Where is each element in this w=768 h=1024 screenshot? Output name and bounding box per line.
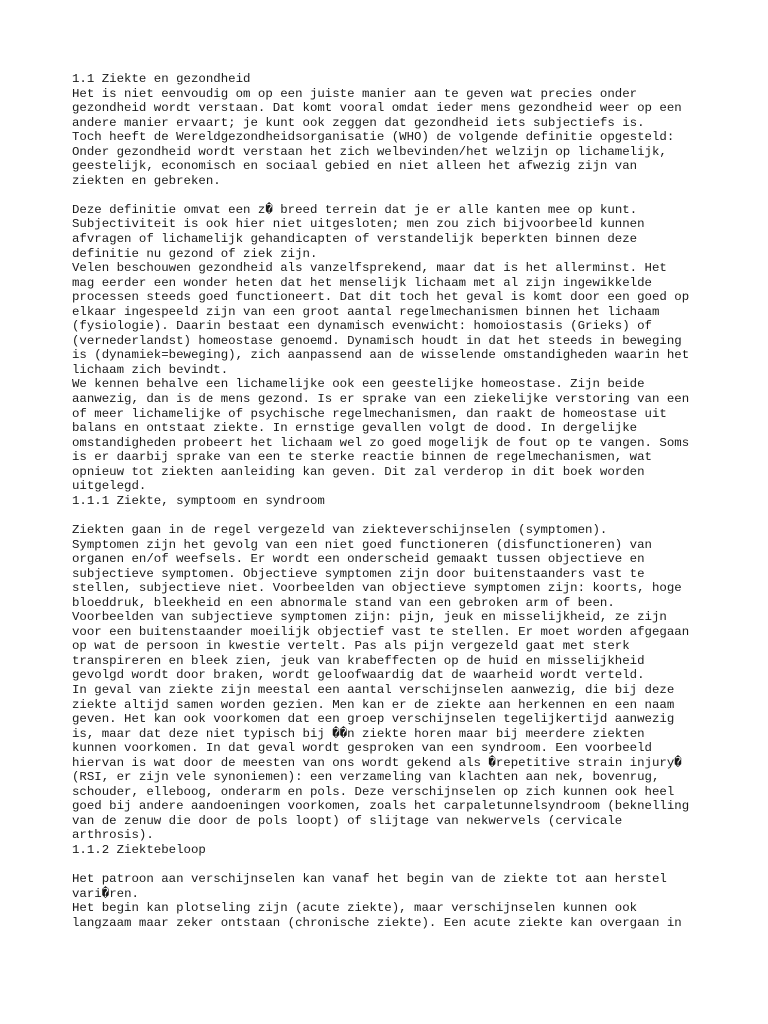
text-line: geestelijk, economisch en sociaal gebied en niet alleen het afwezig zijn van [72,159,638,174]
text-line: is er daarbij sprake van een te sterke reactie binnen de regelmechanismen, wat [72,450,652,465]
text-line: ziekte altijd samen worden gezien. Men kan er de ziekte aan herkennen en een naam [72,697,675,712]
text-line: van de zenuw die door de pols loopt) of slijtage van nekwervels (cervicale [72,813,623,828]
text-line: is, maar dat deze niet typisch bij ��n ziekte horen maar bij meerdere ziekten [72,726,645,741]
text-line: Velen beschouwen gezondheid als vanzelfsprekend, maar dat is het allerminst. Het [72,261,667,276]
text-line: Het begin kan plotseling zijn (acute ziekte), maar verschijnselen kunnen ook [72,901,638,916]
text-line: langzaam maar zeker ontstaan (chronische ziekte). Een acute ziekte kan overgaan in [72,915,682,930]
text-line: voor een buitenstaander moeilijk objectief vast te stellen. Er moet worden afgegaan [72,624,690,639]
text-line: Ziekten gaan in de regel vergezeld van ziekteverschijnselen (symptomen). [72,522,608,537]
text-line: schouder, elleboog, onderarm en pols. Deze verschijnselen op zich kunnen ook heel [72,784,675,799]
text-line: goed bij andere aandoeningen voorkomen, zoals het carpaletunnelsyndroom (beknelling [72,799,690,814]
text-line: elkaar ingespeeld zijn van een groot aantal regelmechanismen binnen het lichaam [72,304,660,319]
text-line: 1.1 Ziekte en gezondheid [72,72,251,86]
text-line: gevolgd wordt door braken, wordt geloofwaardig dat de waarheid wordt verteld. [72,668,645,683]
text-line: lichaam zich bevindt. [72,362,229,377]
text-line: Voorbeelden van subjectieve symptomen zijn: pijn, jeuk en misselijkheid, ze zijn [72,610,667,625]
text-line [72,858,712,873]
text-line: afvragen of lichamelijk gehandicapten of verstandelijk beperkten binnen deze [72,232,638,247]
text-line: Symptomen zijn het gevolg van een niet goed functioneren (disfunctioneren) van [72,537,652,552]
text-line: subjectieve symptomen. Objectieve symptomen zijn door buitenstaanders vast te [72,566,645,581]
text-line: processen steeds goed functioneert. Dat dit toch het geval is komt door een goed op [72,290,690,305]
text-line: kunnen voorkomen. In dat geval wordt gesproken van een syndroom. Een voorbeeld [72,741,652,756]
text-line: is (dynamiek=beweging), zich aanpassend aan de wisselende omstandigheden waarin het [72,348,690,363]
text-line: transpireren en bleek zien, jeuk van krabeffecten op de huid en misselijkheid [72,653,645,668]
text-line: arthrosis). [72,828,154,843]
text-line: bloeddruk, bleekheid en een abnormale stand van een gebroken arm of been. [72,595,615,610]
text-line: 1.1.1 Ziekte, symptoom en syndroom [72,493,325,508]
text-line: gezondheid wordt verstaan. Dat komt vooral omdat ieder mens gezondheid weer op een [72,101,682,116]
text-line: balans en ontstaat ziekte. In ernstige gevallen volgt de dood. In dergelijke [72,421,638,436]
text-line: vari�ren. [72,886,139,901]
text-line: geven. Het kan ook voorkomen dat een groep verschijnselen tegelijkertijd aanwezig [72,712,675,727]
text-line [72,188,712,203]
text-line: of meer lichamelijke of psychische regelmechanismen, dan raakt de homeostase uit [72,406,667,421]
text-line: In geval van ziekte zijn meestal een aantal verschijnselen aanwezig, die bij deze [72,682,675,697]
text-line: Deze definitie omvat een z� breed terrein dat je er alle kanten mee op kunt. [72,202,638,217]
text-line: mag eerder een wonder heten dat het menselijk lichaam met al zijn ingewikkelde [72,275,652,290]
text-line: (RSI, er zijn vele synoniemen): een verzameling van klachten aan nek, bovenrug, [72,770,660,785]
text-line: andere manier ervaart; je kunt ook zeggen dat gezondheid iets subjectiefs is. [72,115,645,130]
text-line: organen en/of weefsels. Er wordt een onderscheid gemaakt tussen objectieve en [72,552,645,567]
text-line: We kennen behalve een lichamelijke ook een geestelijke homeostase. Zijn beide [72,377,645,392]
text-line: 1.1.2 Ziektebeloop [72,842,206,857]
text-line: opnieuw tot ziekten aanleiding kan geven. Dit zal verderop in dit boek worden [72,464,645,479]
text-line: Toch heeft de Wereldgezondheidsorganisatie (WHO) de volgende definitie opgesteld: [72,130,675,145]
text-line: definitie nu gezond of ziek zijn. [72,246,318,261]
text-line: uitgelegd. [72,479,147,494]
document-page [72,72,712,930]
text-line: hiervan is wat door de meesten van ons wordt gekend als �repetitive strain injury� [72,755,682,770]
text-line: Het is niet eenvoudig om op een juiste manier aan te geven wat precies onder [72,86,638,101]
text-line: Onder gezondheid wordt verstaan het zich welbevinden/het welzijn op lichamelijk, [72,144,667,159]
text-line: (fysiologie). Daarin bestaat een dynamisch evenwicht: homoiostasis (Grieks) of [72,319,652,334]
text-line: aanwezig, dan is de mens gezond. Is er sprake van een ziekelijke verstoring van een [72,392,690,407]
text-line: Subjectiviteit is ook hier niet uitgesloten; men zou zich bijvoorbeeld kunnen [72,217,645,232]
text-line: stellen, subjectieve niet. Voorbeelden van objectieve symptomen zijn: koorts, hoge [72,581,682,596]
text-line [72,508,712,523]
text-line: ziekten en gebreken. [72,173,221,188]
text-line: omstandigheden probeert het lichaam wel zo goed mogelijk de fout op te vangen. Soms [72,435,690,450]
text-line: op wat de persoon in kwestie vertelt. Pas als pijn vergezeld gaat met sterk [72,639,630,654]
text-line: (vernederlandst) homeostase genoemd. Dynamisch houdt in dat het steeds in beweging [72,333,682,348]
text-line: Het patroon aan verschijnselen kan vanaf het begin van de ziekte tot aan herstel [72,872,667,887]
